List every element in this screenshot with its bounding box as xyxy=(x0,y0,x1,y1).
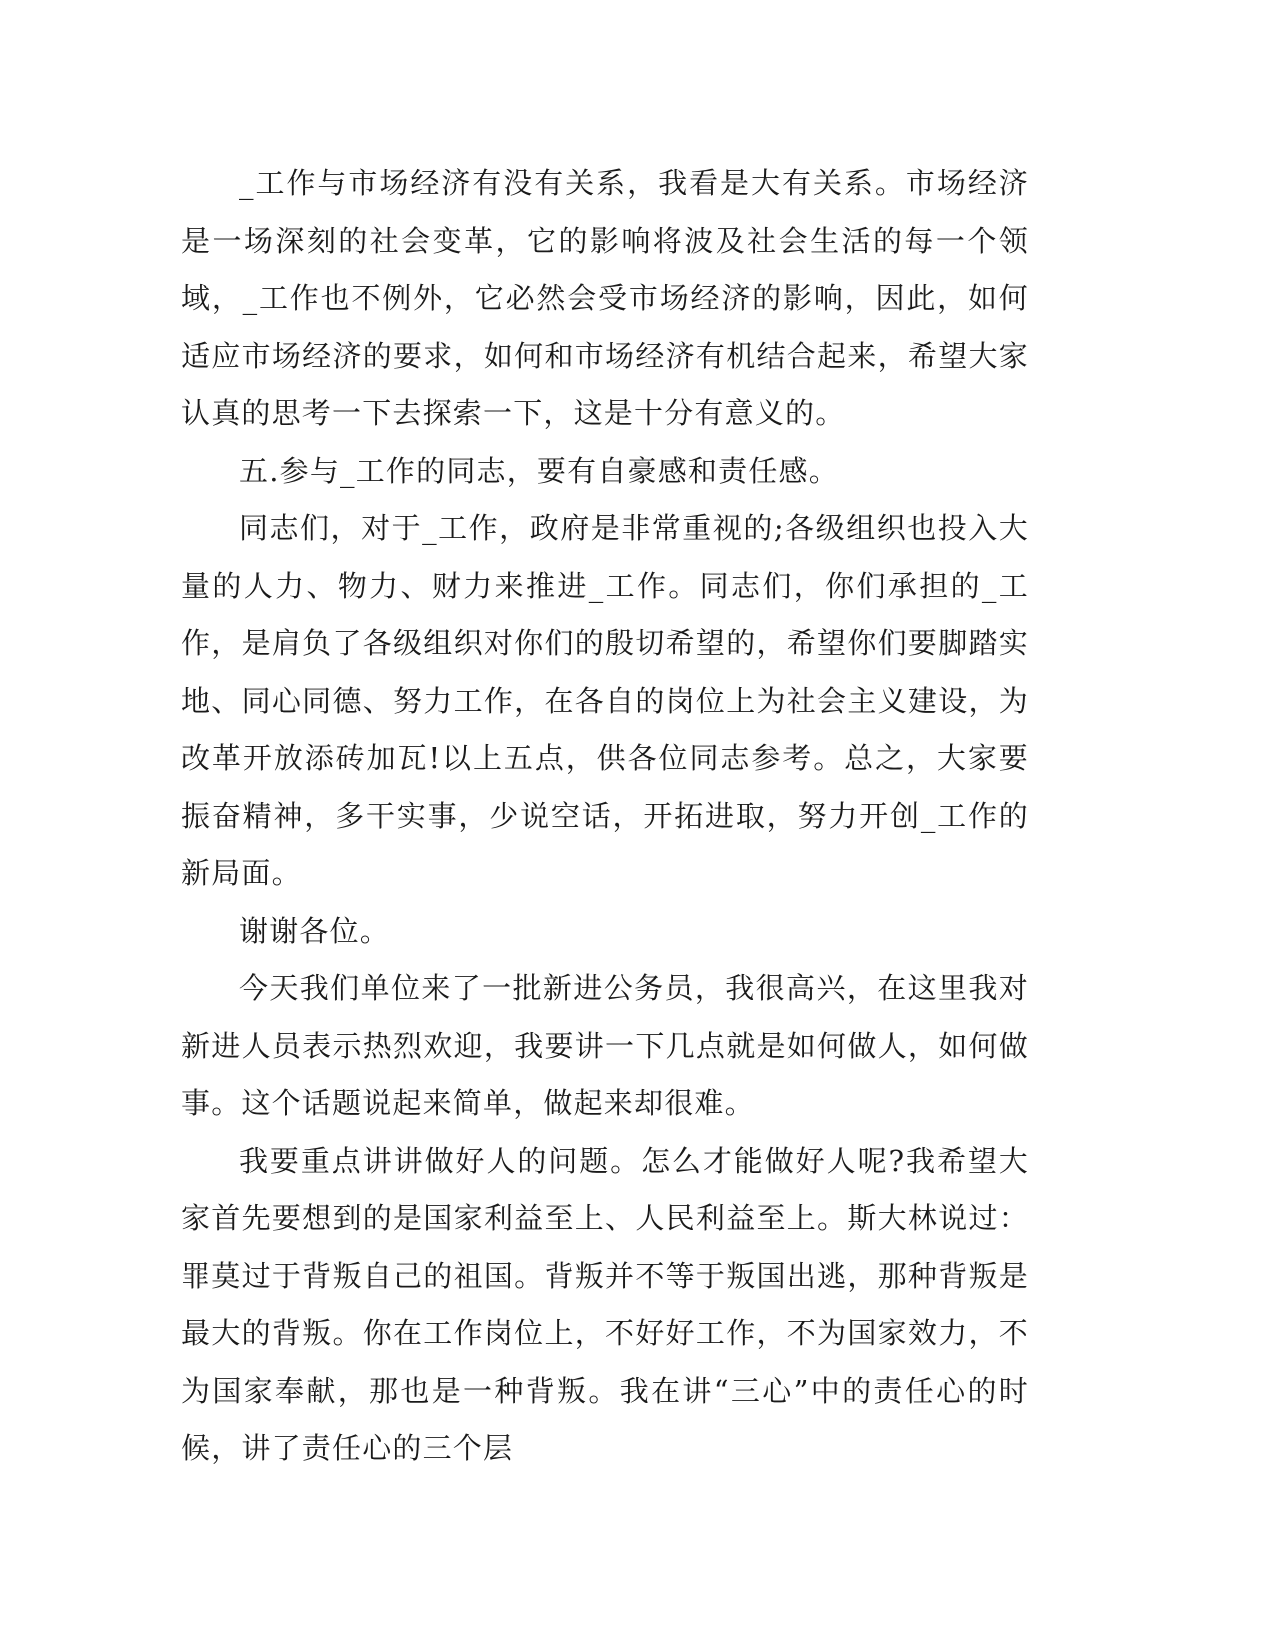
paragraph-being-good-person: 我要重点讲讲做好人的问题。怎么才能做好人呢?我希望大家首先要想到的是国家利益至上、人民利益至上。斯大林说过：罪莫过于背叛自己的祖国。背叛并不等于叛国出逃，那种背叛是最大的背叛。你在工作岗位上，不好好工作，不为国家效力，不为国家奉献，那也是一种背叛。我在讲“三心”中的责任心的时候，讲了责任心的三个层 xyxy=(181,1143,1029,1465)
paragraph-comrades: 同志们，对于_工作，政府是非常重视的;各级组织也投入大量的人力、物力、财力来推进_工作。同志们，你们承担的_工作，是肩负了各级组织对你们的殷切希望的，希望你们要脚踏实地、同心同德、努力工作，在各自的岗位上为社会主义建设，为改革开放添砖加瓦!以上五点，供各位同志参考。总之，大家要振奋精神，多干实事，少说空话，开拓进取，努力开创_工作的新局面。 xyxy=(181,511,1029,890)
paragraph-thanks: 谢谢各位。 xyxy=(239,913,391,948)
paragraph-point-five: 五.参与_工作的同志，要有自豪感和责任感。 xyxy=(239,453,839,488)
body-text xyxy=(181,155,1029,1478)
paragraph-new-staff: 今天我们单位来了一批新进公务员，我很高兴，在这里我对新进人员表示热烈欢迎，我要讲一下几点就是如何做人，如何做事。这个话题说起来简单，做起来却很难。 xyxy=(181,971,1029,1120)
paragraph-market-economy: _工作与市场经济有没有关系，我看是大有关系。市场经济是一场深刻的社会变革，它的影响将波及社会生活的每一个领域，_工作也不例外，它必然会受市场经济的影响，因此，如何适应市场经济的要求，如何和市场经济有机结合起来，希望大家认真的思考一下去探索一下，这是十分有意义的。 xyxy=(181,166,1029,430)
